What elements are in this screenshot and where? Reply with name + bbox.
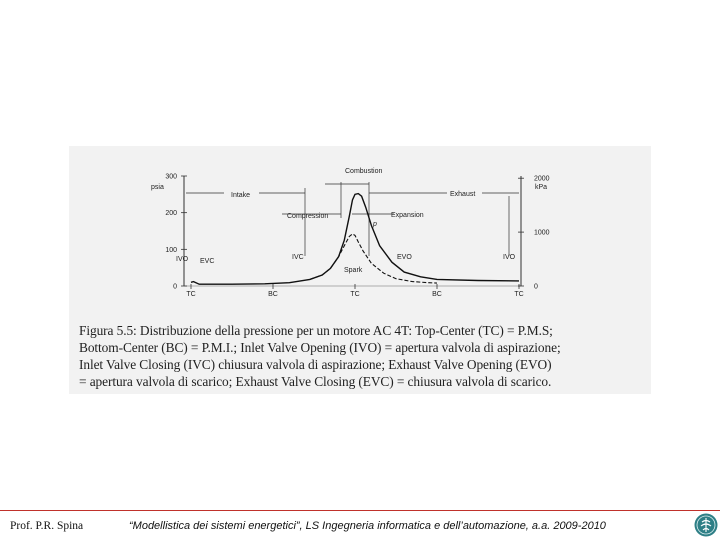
event-label-ivc: IVC (292, 254, 304, 261)
curve-label-p: p (373, 221, 377, 228)
caption-line: Figura 5.5: Distribuzione della pressione per un motore AC 4T: Top-Center (TC) = P.M.S; (79, 323, 553, 338)
caption-line: = apertura valvola di scarico; Exhaust Valve Closing (EVC) = chiusura valvola di scarico. (79, 374, 552, 389)
figure-caption (79, 322, 645, 390)
left-axis-tick-label: 200 (165, 210, 177, 218)
x-axis-tick-label: BC (268, 291, 278, 298)
x-axis-tick-label: TC (514, 291, 524, 298)
event-label-evc: EVC (200, 258, 215, 265)
figure-panel (69, 146, 651, 394)
university-seal-icon (694, 513, 718, 537)
event-label-evo: EVO (397, 254, 412, 261)
event-label-ivo-2: IVO (503, 254, 516, 261)
right-axis-tick-label: 2000 (534, 175, 550, 183)
x-axis-tick-label: TC (186, 291, 196, 298)
caption-line: Inlet Valve Closing (IVC) chiusura valvola di aspirazione; Exhaust Valve Opening (EVO) (79, 357, 552, 372)
left-axis-tick-label: 300 (165, 173, 177, 181)
event-label-spark: Spark (344, 267, 363, 274)
phase-label-intake: Intake (231, 192, 251, 199)
phase-label-compression: Compression (287, 213, 329, 220)
x-axis-tick-label: BC (432, 291, 442, 298)
right-axis-tick-label: 0 (534, 283, 538, 291)
left-axis-unit: psia (151, 184, 164, 191)
phase-label-exhaust: Exhaust (450, 191, 476, 198)
footer-author: Prof. P.R. Spina (10, 520, 84, 532)
event-label-ivo: IVO (176, 256, 189, 263)
left-axis-tick-label: 100 (165, 246, 177, 254)
footer-rule (0, 510, 720, 511)
phase-label-expansion: Expansion (391, 212, 424, 219)
right-axis-unit: kPa (535, 184, 548, 191)
caption-line: Bottom-Center (BC) = P.M.I.; Inlet Valve Opening (IVO) = apertura valvola di aspirazione; (79, 340, 561, 355)
phase-label-combustion: Combustion (345, 168, 383, 175)
footer-course-title: “Modellistica dei sistemi energetici”, LS Ingegneria informatica e dell’automazione, a.a. 2009-2010 (129, 520, 606, 532)
left-axis-tick-label: 0 (173, 283, 177, 291)
x-axis-tick-label: TC (350, 291, 360, 298)
right-axis-tick-label: 1000 (534, 229, 550, 237)
